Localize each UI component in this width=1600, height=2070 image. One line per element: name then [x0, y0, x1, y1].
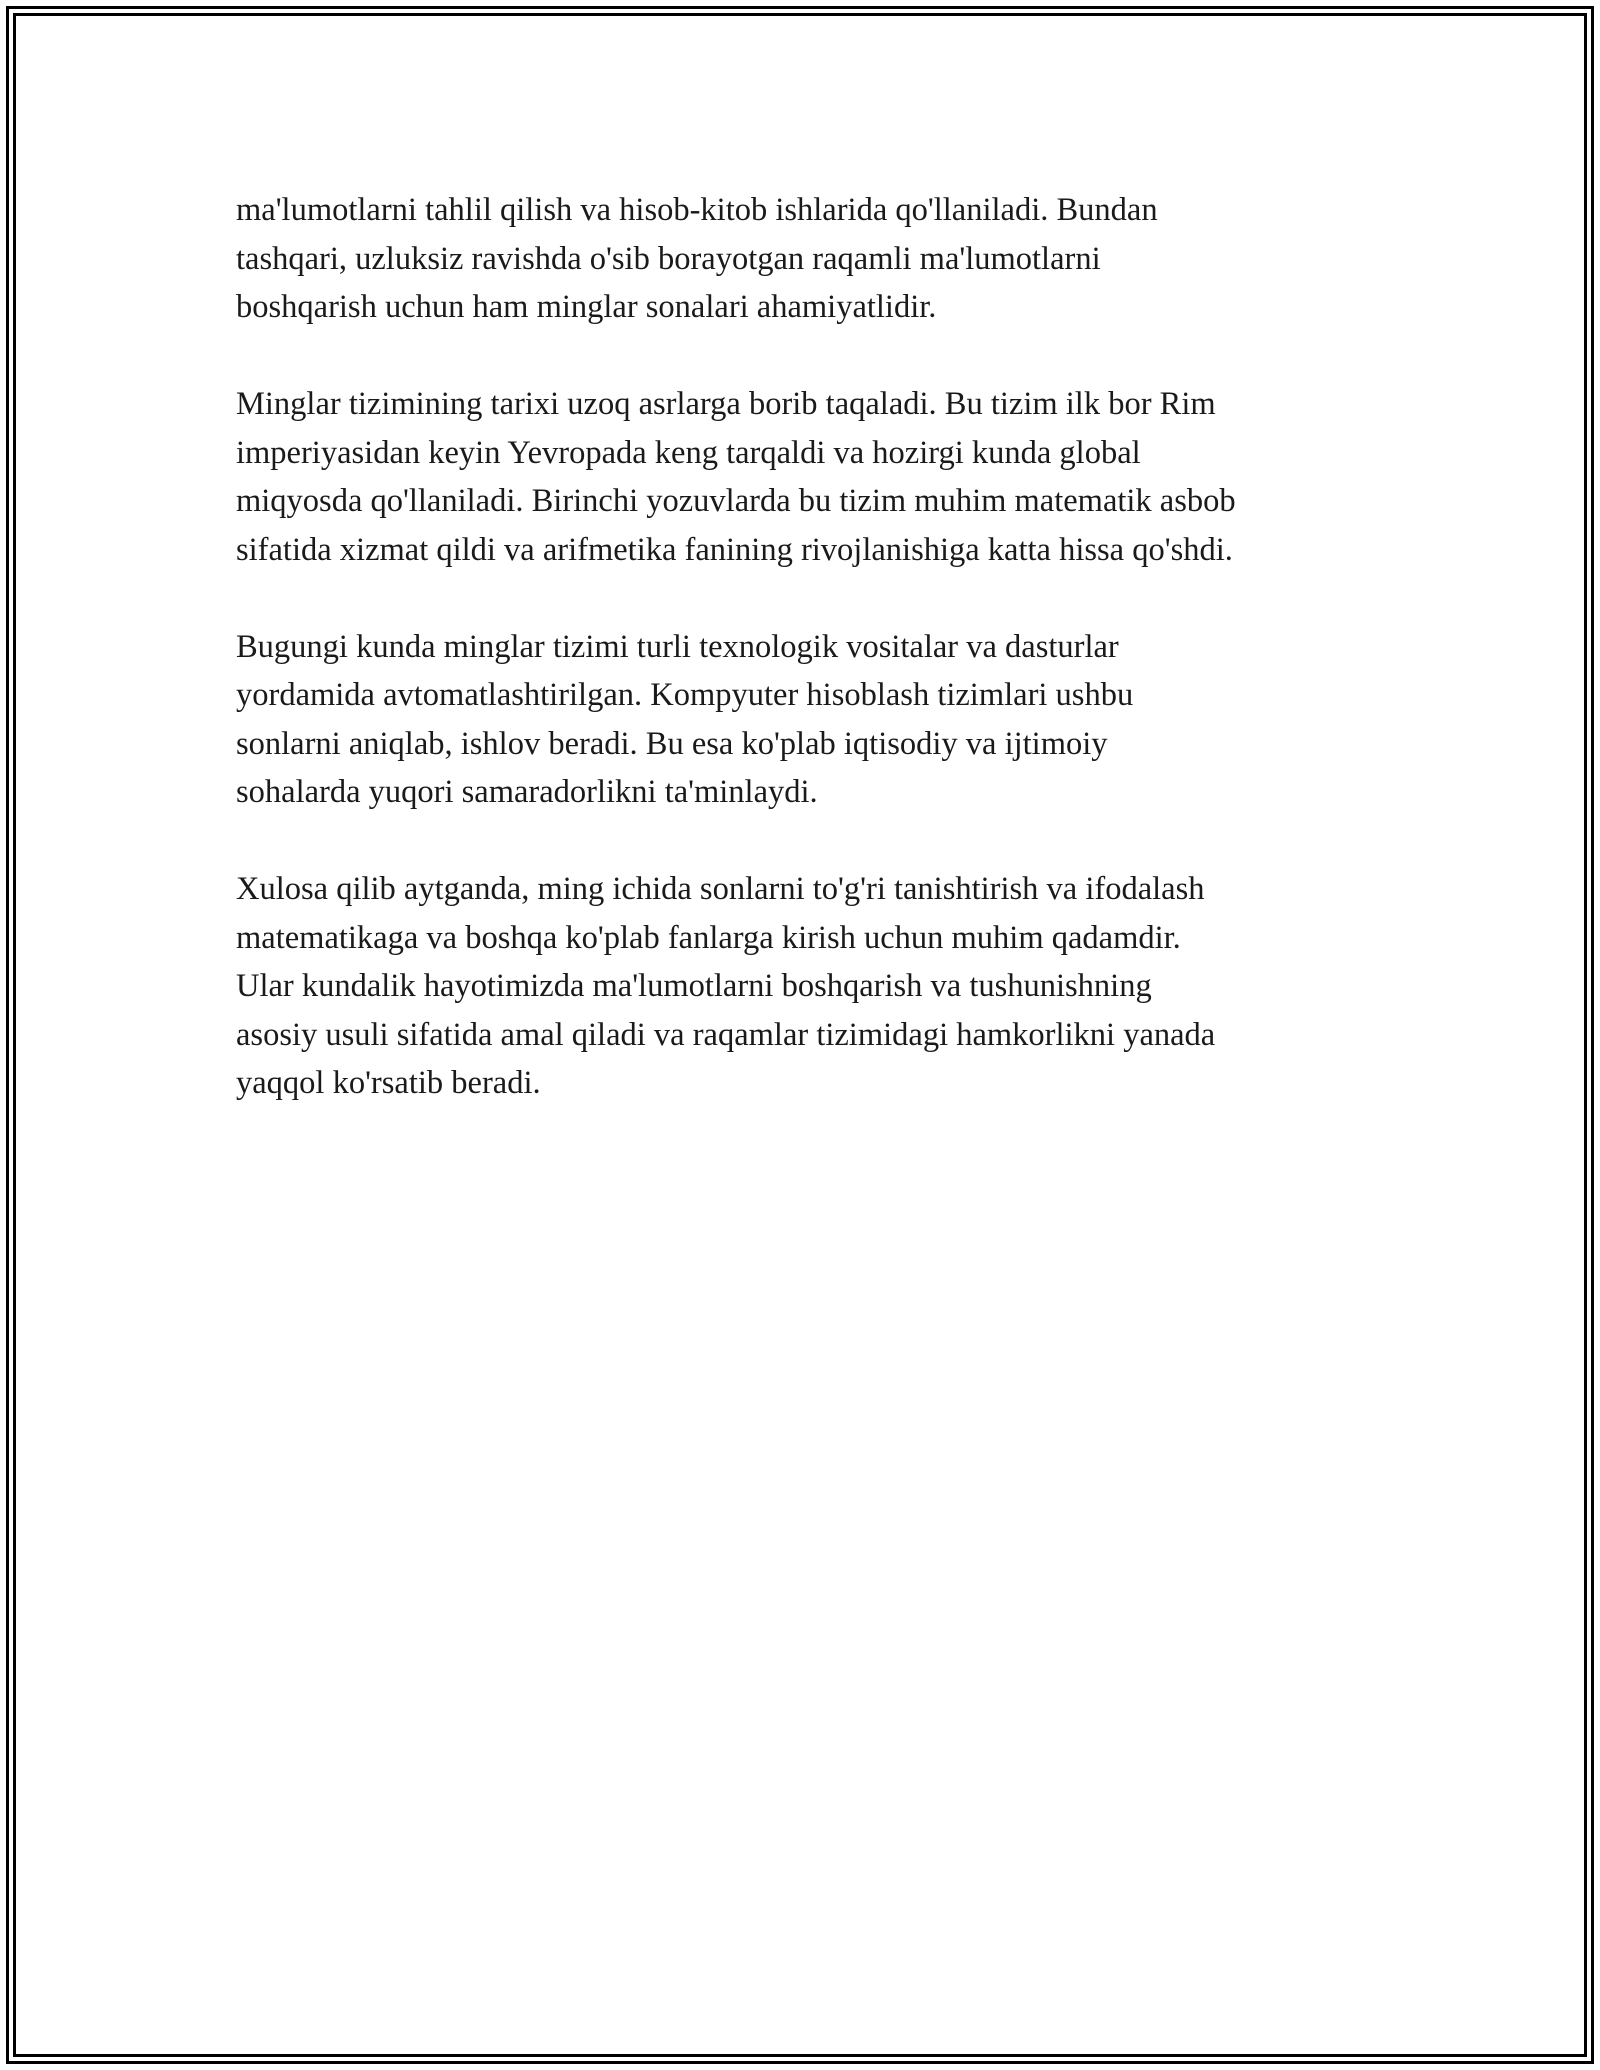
text-line: Minglar tizimining tarixi uzoq asrlarga borib taqaladi. Bu tizim ilk bor Rim: [236, 386, 1216, 422]
text-line: ma'lumotlarni tahlil qilish va hisob-kitob ishlarida qo'llaniladi. Bundan: [236, 192, 1158, 228]
document-body: [236, 186, 1396, 1156]
text-line: asosiy usuli sifatida amal qiladi va raqamlar tizimidagi hamkorlikni yanada: [236, 1016, 1216, 1053]
text-line: Bugungi kunda minglar tizimi turli texnologik vositalar va dasturlar: [236, 628, 1119, 665]
text-line: yordamida avtomatlashtirilgan. Kompyuter hisoblash tizimlari ushbu: [236, 677, 1134, 713]
paragraph-2: [236, 380, 1396, 574]
text-line: imperiyasidan keyin Yevropada keng tarqaldi va hozirgi kunda global: [236, 434, 1141, 471]
text-line: Xulosa qilib aytganda, ming ichida sonlarni to'g'ri tanishtirish va ifodalash: [236, 871, 1205, 907]
text-line: yaqqol ko'rsatib beradi.: [236, 1065, 541, 1101]
text-line: matematikaga va boshqa ko'plab fanlarga kirish uchun muhim qadamdir.: [236, 919, 1181, 956]
text-line: sonlarni aniqlab, ishlov beradi. Bu esa ko'plab iqtisodiy va ijtimoiy: [236, 725, 1108, 762]
text-line: Ular kundalik hayotimizda ma'lumotlarni boshqarish va tushunishning: [236, 968, 1152, 1004]
text-line: tashqari, uzluksiz ravishda o'sib borayotgan raqamli ma'lumotlarni: [236, 240, 1101, 277]
paragraph-1: [236, 186, 1396, 332]
text-line: sifatida xizmat qildi va arifmetika fanining rivojlanishiga katta hissa qo'shdi.: [236, 531, 1233, 568]
text-line: boshqarish uchun ham minglar sonalari ahamiyatlidir.: [236, 289, 937, 325]
text-line: sohalarda yuqori samaradorlikni ta'minlaydi.: [236, 774, 818, 810]
text-line: miqyosda qo'llaniladi. Birinchi yozuvlarda bu tizim muhim matematik asbob: [236, 483, 1236, 519]
paragraph-4: [236, 865, 1396, 1108]
paragraph-3: [236, 623, 1396, 817]
